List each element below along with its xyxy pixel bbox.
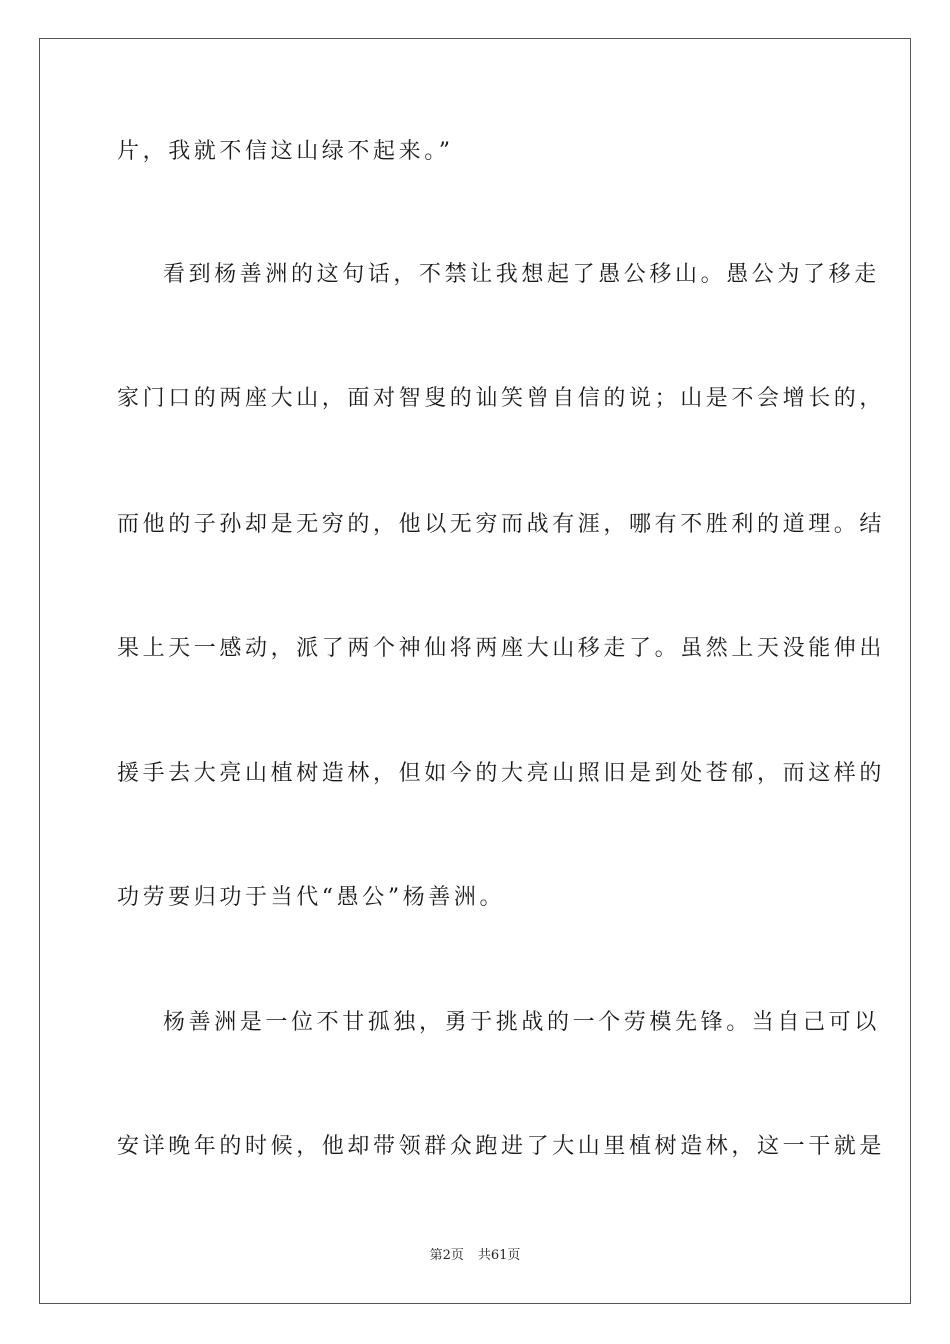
paragraph-3-line-2: 安详晚年的时候，他却带领群众跑进了大山里植树造林，这一干就是 — [117, 1134, 886, 1159]
page-border — [39, 38, 911, 1304]
paragraph-2-line-6: 功劳要归功于当代“愚公”杨善洲。 — [117, 885, 506, 910]
paragraph-2-line-5: 援手去大亮山植树造林，但如今的大亮山照旧是到处苍郁，而这样的 — [117, 761, 886, 786]
text-line-1: 片，我就不信这山绿不起来。” — [117, 139, 454, 164]
paragraph-2-line-1: 看到杨善洲的这句话，不禁让我想起了愚公移山。愚公为了移走 — [163, 262, 880, 287]
paragraph-2-line-2: 家门口的两座大山，面对智叟的讪笑曾自信的说；山是不会增长的， — [117, 386, 886, 411]
paragraph-3-line-1: 杨善洲是一位不甘孤独，勇于挑战的一个劳模先锋。当自己可以 — [163, 1010, 880, 1035]
page-footer — [0, 1247, 950, 1265]
page-number: 第2页 — [429, 1248, 464, 1263]
paragraph-2-line-4: 果上天一感动，派了两个神仙将两座大山移走了。虽然上天没能伸出 — [117, 636, 886, 661]
paragraph-2-line-3: 而他的子孙却是无穷的，他以无穷而战有涯，哪有不胜利的道理。结 — [117, 512, 886, 537]
page-total: 共61页 — [477, 1248, 521, 1263]
